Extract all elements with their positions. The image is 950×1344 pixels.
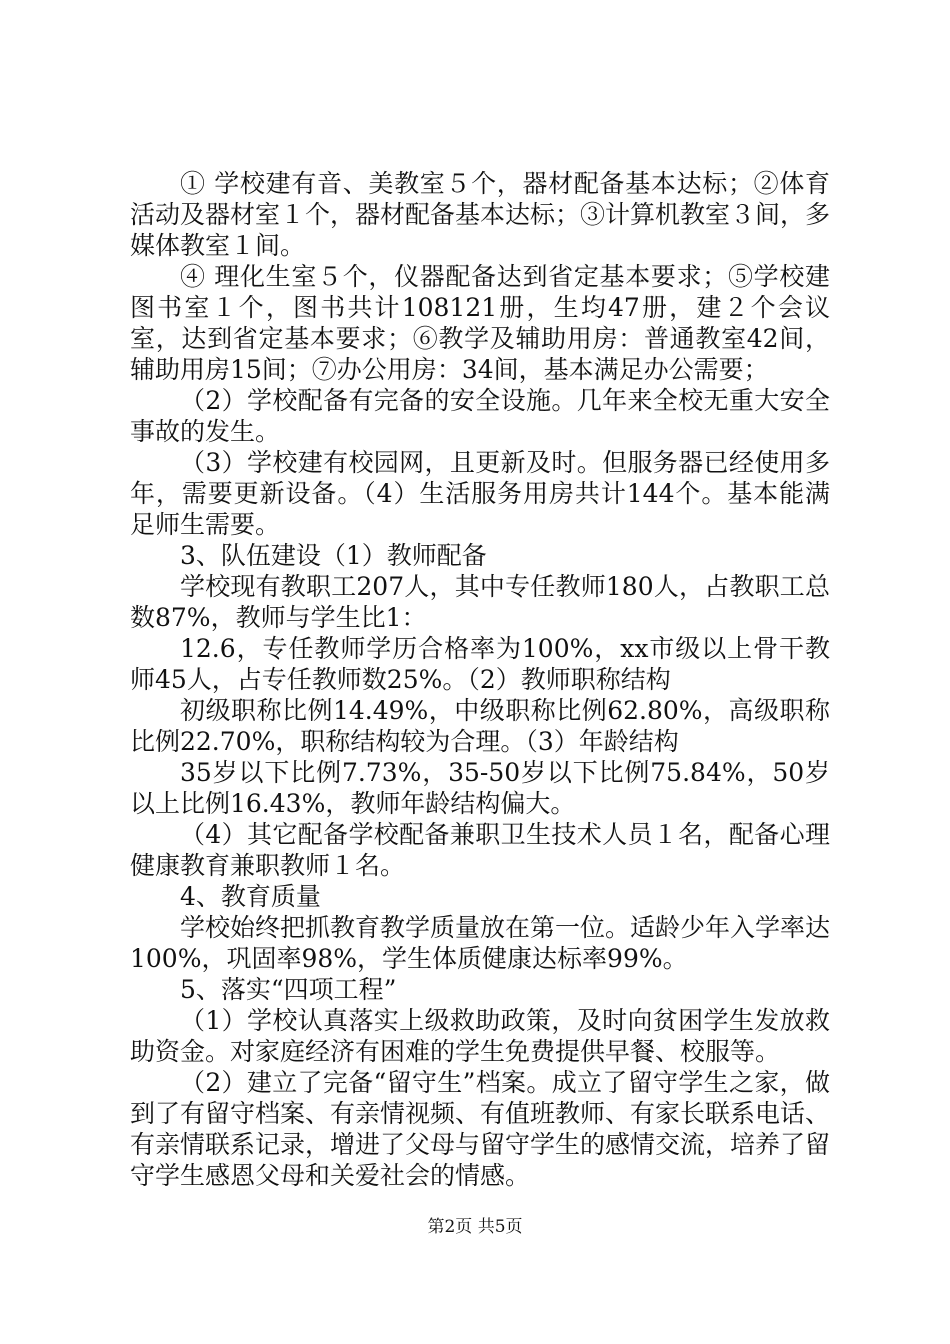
paragraph-qualification: 12.6，专任教师学历合格率为100%，xx市级以上骨干教师45人，占专任教师数25%。（2）教师职称结构: [130, 634, 830, 694]
paragraph-title-structure: 初级职称比例14.49%，中级职称比例62.80%，高级职称比例22.70%，职称结构较为合理。（3）年龄结构: [130, 696, 830, 756]
paragraph-staff-count: 学校现有教职工207人，其中专任教师180人，占教职工总数87%，教师与学生比1：: [130, 572, 830, 632]
heading-education-quality: 4、教育质量: [180, 882, 321, 911]
paragraph-rooms-2: ④ 理化生室５个，仪器配备达到省定基本要求；⑤学校建图书室１个，图书共计108121册，生均47册，建２个会议室，达到省定基本要求；⑥教学及辅助用房：普通教室42间，辅助用房15间；⑦办公用房：34间，基本满足办公需要；: [130, 262, 830, 384]
paragraph-age-structure: 35岁以下比例7.73%，35-50岁以下比例75.84%，50岁以上比例16.43%，教师年龄结构偏大。: [130, 758, 830, 818]
paragraph-rooms-1: ① 学校建有音、美教室５个，器材配备基本达标；②体育活动及器材室１个，器材配备基本达标；③计算机教室３间，多媒体教室１间。: [130, 169, 831, 260]
heading-four-projects: 5、落实“四项工程”: [180, 975, 397, 1004]
paragraph-safety: （2）学校配备有完备的安全设施。几年来全校无重大安全事故的发生。: [130, 386, 830, 446]
document-body: [130, 168, 830, 1191]
paragraph-other-staff: （4）其它配备学校配备兼职卫生技术人员１名，配备心理健康教育兼职教师１名。: [130, 820, 830, 880]
paragraph-left-behind: （2）建立了完备“留守生”档案。成立了留守学生之家，做到了有留守档案、有亲情视频、有值班教师、有家长联系电话、有亲情联系记录，增进了父母与留守学生的感情交流，培养了留守学生感恩父母和关爱社会的情感。: [130, 1068, 831, 1190]
page-number-footer: 第2页 共5页: [427, 1217, 523, 1237]
heading-team-building: 3、队伍建设（1）教师配备: [180, 541, 487, 570]
paragraph-aid-policy: （1）学校认真落实上级救助政策，及时向贫困学生发放救助资金。对家庭经济有困难的学生免费提供早餐、校服等。: [130, 1006, 830, 1066]
paragraph-education-quality: 学校始终把抓教育教学质量放在第一位。适龄少年入学率达100%，巩固率98%，学生体质健康达标率99%。: [130, 913, 831, 973]
paragraph-network: （3）学校建有校园网，且更新及时。但服务器已经使用多年，需要更新设备。（4）生活服务用房共计144个。基本能满足师生需要。: [130, 448, 830, 539]
